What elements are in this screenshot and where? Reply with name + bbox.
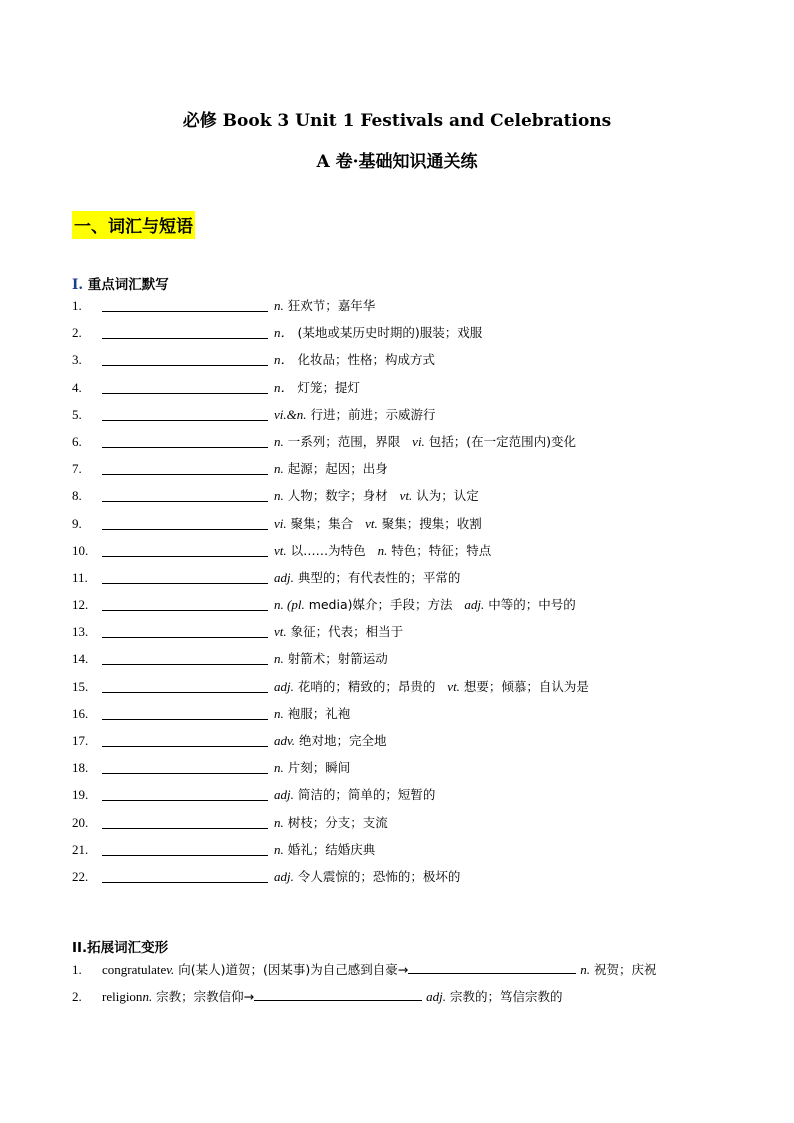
answer-blank[interactable] bbox=[102, 529, 268, 530]
definition bbox=[274, 677, 589, 697]
meaning-2: 包括；(在一定范围内)变化 bbox=[428, 433, 577, 449]
part-of-speech: adj. bbox=[274, 569, 294, 585]
item-number: 7. bbox=[72, 461, 82, 477]
meaning: 化妆品；性格；构成方式 bbox=[297, 352, 436, 368]
definition bbox=[274, 649, 388, 669]
item-number: 5. bbox=[72, 406, 82, 422]
answer-blank[interactable] bbox=[102, 773, 268, 774]
vocab-list bbox=[72, 296, 732, 894]
page-title: 必修 Book 3 Unit 1 Festivals and Celebrations bbox=[182, 111, 612, 131]
part-of-speech: n. bbox=[274, 651, 284, 667]
part-of-speech: vt. bbox=[274, 542, 287, 558]
item-number: 21. bbox=[72, 841, 89, 857]
vocab-row bbox=[72, 595, 732, 622]
meaning-2: 宗教的；笃信宗教的 bbox=[450, 989, 563, 1004]
part-of-speech: n． bbox=[274, 352, 294, 368]
meaning: 象征；代表；相当于 bbox=[290, 624, 404, 640]
meaning: 令人震惊的；恐怖的；极坏的 bbox=[297, 868, 461, 884]
item-number: 6. bbox=[72, 433, 82, 449]
meaning-2: 聚集；搜集；收割 bbox=[381, 515, 482, 531]
part1-roman: I. bbox=[72, 277, 84, 293]
definition bbox=[274, 486, 479, 506]
definition bbox=[274, 459, 388, 479]
item-number: 10. bbox=[72, 542, 89, 558]
part1-heading bbox=[72, 273, 169, 293]
vocab-row bbox=[72, 677, 732, 704]
meaning: 向(某人)道贺；(因某事)为自己感到自豪→ bbox=[178, 962, 409, 977]
part-of-speech-2: vt. bbox=[447, 678, 460, 694]
answer-blank[interactable] bbox=[102, 746, 268, 747]
part-of-speech: n. bbox=[274, 705, 284, 721]
vocab-row bbox=[72, 867, 732, 894]
part-of-speech-2: n. bbox=[377, 542, 388, 558]
answer-blank[interactable] bbox=[102, 692, 268, 693]
meaning: 起源；起因；出身 bbox=[287, 461, 388, 477]
part-of-speech: n. bbox=[274, 841, 284, 857]
vocab-row bbox=[72, 323, 732, 350]
answer-blank[interactable] bbox=[102, 664, 268, 665]
meaning-2: 祝贺；庆祝 bbox=[594, 962, 657, 977]
vocab-row bbox=[72, 840, 732, 867]
part-of-speech: vt. bbox=[274, 624, 287, 640]
vocab-row bbox=[72, 541, 732, 568]
part1-label: 重点词汇默写 bbox=[87, 277, 169, 293]
answer-blank[interactable] bbox=[102, 855, 268, 856]
vocab-row bbox=[72, 296, 732, 323]
definition bbox=[274, 296, 375, 316]
definition bbox=[274, 840, 375, 860]
answer-blank[interactable] bbox=[102, 800, 268, 801]
answer-blank[interactable] bbox=[102, 338, 268, 339]
part-of-speech: n. bbox=[274, 461, 284, 477]
meaning: 袍服；礼袍 bbox=[287, 705, 351, 721]
meaning: 花哨的；精致的；昂贵的 bbox=[297, 678, 436, 694]
item-number: 15. bbox=[72, 678, 89, 694]
meaning: 树枝；分支；支流 bbox=[287, 814, 388, 830]
definition bbox=[274, 704, 350, 724]
vocab-row bbox=[72, 378, 732, 405]
item-number: 17. bbox=[72, 733, 89, 748]
meaning-2: 特色；特征；特点 bbox=[391, 542, 492, 558]
vocab-row bbox=[72, 704, 732, 731]
meaning: 射箭术；射箭运动 bbox=[287, 651, 388, 667]
answer-blank[interactable] bbox=[102, 393, 268, 394]
answer-blank[interactable] bbox=[102, 828, 268, 829]
word-form-row bbox=[72, 960, 732, 987]
vocab-row bbox=[72, 622, 732, 649]
definition bbox=[274, 785, 435, 805]
meaning: media)媒介；手段；方法 bbox=[308, 597, 453, 613]
part-of-speech: adj. bbox=[274, 787, 294, 803]
part-of-speech: n. bbox=[274, 488, 284, 504]
meaning: 宗教；宗教信仰→ bbox=[156, 989, 255, 1004]
definition bbox=[274, 813, 388, 833]
vocab-row bbox=[72, 813, 732, 840]
meaning: (某地或某历史时期的)服装；戏服 bbox=[297, 325, 483, 341]
vocab-row bbox=[72, 514, 732, 541]
part-of-speech-2: vt. bbox=[399, 488, 413, 504]
part-of-speech-2: vi. bbox=[412, 433, 425, 449]
vocab-row bbox=[72, 731, 732, 758]
definition bbox=[274, 405, 436, 425]
item-number: 2. bbox=[72, 989, 82, 1004]
definition bbox=[274, 541, 491, 561]
meaning: 狂欢节；嘉年华 bbox=[287, 298, 376, 313]
meaning: 典型的；有代表性的；平常的 bbox=[297, 569, 461, 585]
answer-blank[interactable] bbox=[102, 447, 268, 448]
answer-blank[interactable] bbox=[102, 501, 268, 502]
part-of-speech: n. (pl. bbox=[274, 597, 305, 613]
meaning: 片刻；瞬间 bbox=[287, 760, 351, 776]
item-number: 18. bbox=[72, 760, 89, 776]
item-number: 22. bbox=[72, 868, 89, 884]
part-of-speech: v. bbox=[166, 962, 175, 977]
part-of-speech: adj. bbox=[274, 678, 294, 694]
meaning-2: 中等的；中号的 bbox=[488, 597, 576, 613]
part-of-speech: n. bbox=[274, 298, 284, 313]
part-of-speech: n. bbox=[274, 814, 284, 830]
answer-blank[interactable] bbox=[408, 960, 576, 974]
answer-blank[interactable] bbox=[102, 365, 268, 366]
definition bbox=[274, 758, 350, 778]
definition bbox=[274, 595, 576, 615]
word-form-list bbox=[72, 960, 732, 1014]
item-number: 3. bbox=[72, 352, 82, 368]
meaning: 灯笼；提灯 bbox=[297, 379, 361, 395]
vocab-row bbox=[72, 649, 732, 676]
definition bbox=[274, 568, 460, 588]
answer-blank[interactable] bbox=[102, 610, 268, 611]
page-subtitle: A 卷·基础知识通关练 bbox=[316, 152, 478, 172]
word-form-body bbox=[102, 960, 657, 980]
meaning: 聚集；集合 bbox=[290, 515, 354, 531]
part-of-speech: n． bbox=[274, 325, 294, 341]
meaning: 行进；前进；示威游行 bbox=[310, 406, 436, 422]
meaning: 以……为特色 bbox=[290, 542, 366, 558]
meaning-2: 认为；认定 bbox=[416, 488, 479, 504]
vocab-row bbox=[72, 350, 732, 377]
part-of-speech: vi.&n. bbox=[274, 406, 307, 422]
vocab-row bbox=[72, 486, 732, 513]
definition bbox=[274, 867, 460, 887]
answer-blank[interactable] bbox=[102, 882, 268, 883]
part-of-speech: n． bbox=[274, 379, 294, 395]
item-number: 2. bbox=[72, 325, 82, 341]
item-number: 14. bbox=[72, 651, 89, 667]
part-of-speech: adv. bbox=[274, 733, 296, 748]
item-number: 11. bbox=[72, 569, 88, 585]
meaning: 婚礼；结婚庆典 bbox=[287, 841, 376, 857]
part-of-speech-2: adj. bbox=[426, 989, 447, 1004]
definition bbox=[274, 514, 482, 534]
definition bbox=[274, 622, 403, 642]
item-number: 1. bbox=[72, 298, 82, 313]
word-form-body bbox=[102, 987, 563, 1007]
part-of-speech: vi. bbox=[274, 515, 287, 531]
answer-blank[interactable] bbox=[254, 987, 422, 1001]
item-number: 19. bbox=[72, 787, 89, 803]
item-number: 4. bbox=[72, 379, 82, 395]
base-word: congratulate bbox=[102, 962, 167, 977]
answer-blank[interactable] bbox=[102, 556, 268, 557]
item-number: 13. bbox=[72, 624, 89, 640]
part-of-speech: adj. bbox=[274, 868, 294, 884]
definition bbox=[274, 731, 387, 751]
item-number: 8. bbox=[72, 488, 82, 504]
vocab-row bbox=[72, 405, 732, 432]
part-of-speech: n. bbox=[142, 989, 153, 1004]
part-of-speech-2: vt. bbox=[365, 515, 378, 531]
answer-blank[interactable] bbox=[102, 474, 268, 475]
part-of-speech: n. bbox=[274, 433, 284, 449]
vocab-row bbox=[72, 432, 732, 459]
part-of-speech: n. bbox=[274, 760, 284, 776]
base-word: religion bbox=[102, 989, 143, 1004]
answer-blank[interactable] bbox=[102, 719, 268, 720]
part-of-speech-2: adj. bbox=[464, 597, 485, 613]
part2-heading: II.拓展词汇变形 bbox=[72, 940, 169, 956]
item-number: 12. bbox=[72, 597, 89, 613]
part-of-speech-2: n. bbox=[580, 962, 591, 977]
meaning: 人物；数字；身材 bbox=[287, 488, 388, 504]
meaning: 简洁的；简单的；短暂的 bbox=[297, 787, 436, 803]
definition bbox=[274, 323, 482, 343]
item-number: 1. bbox=[72, 962, 82, 977]
section-heading: 一、词汇与短语 bbox=[72, 211, 195, 239]
item-number: 9. bbox=[72, 515, 82, 531]
answer-blank[interactable] bbox=[102, 311, 268, 312]
item-number: 20. bbox=[72, 814, 89, 830]
definition bbox=[274, 432, 576, 452]
meaning: 一系列；范围，界限 bbox=[287, 433, 401, 449]
answer-blank[interactable] bbox=[102, 637, 268, 638]
answer-blank[interactable] bbox=[102, 583, 268, 584]
vocab-row bbox=[72, 568, 732, 595]
definition bbox=[274, 350, 435, 370]
answer-blank[interactable] bbox=[102, 420, 268, 421]
word-form-row bbox=[72, 987, 732, 1014]
definition bbox=[274, 378, 360, 398]
vocab-row bbox=[72, 758, 732, 785]
meaning-2: 想要；倾慕；自认为是 bbox=[463, 678, 589, 694]
vocab-row bbox=[72, 459, 732, 486]
meaning: 绝对地；完全地 bbox=[299, 733, 387, 748]
item-number: 16. bbox=[72, 705, 89, 721]
vocab-row bbox=[72, 785, 732, 812]
